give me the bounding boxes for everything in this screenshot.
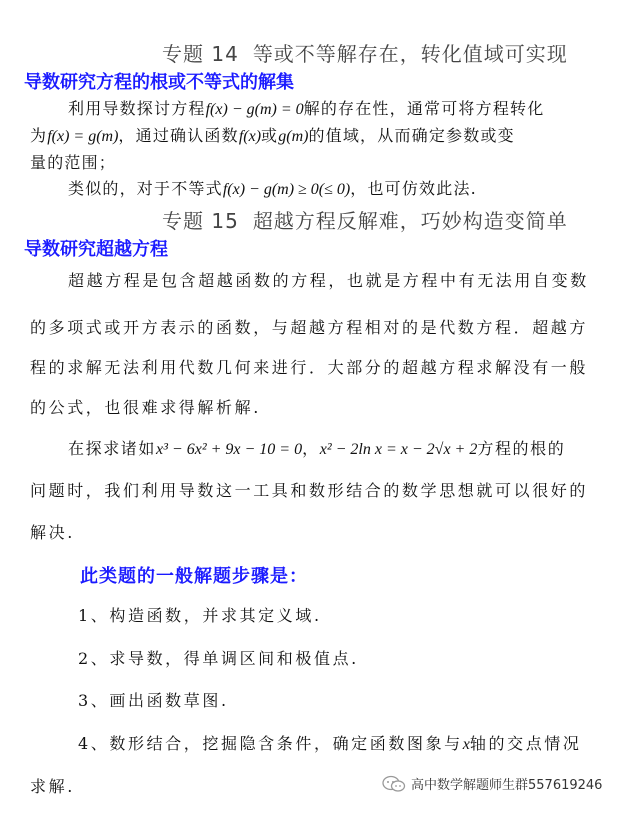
paragraph-1-line-3: 量的范围； <box>30 153 117 172</box>
steps-heading: 此类题的一般解题步骤是： <box>80 566 308 587</box>
paragraph-1-line-1: 利用导数探讨方程f(x) − g(m) = 0解的存在性，通常可将方程转化 <box>68 99 545 118</box>
topic-15-number: 专题 15 <box>162 209 239 233</box>
formula-cubic: x³ − 6x² + 9x − 10 = 0 <box>156 441 303 458</box>
step-2: 2、求导数，得单调区间和极值点. <box>78 649 359 668</box>
topic-14-number: 专题 14 <box>162 42 239 66</box>
formula-log-sqrt: x² − 2ln x = x − 2√x + 2 <box>319 441 478 458</box>
step-4-continued: 求解. <box>30 777 75 796</box>
watermark-text: 高中数学解题师生群557619246 <box>411 778 603 793</box>
section-heading-transcendental: 导数研究超越方程 <box>24 239 168 260</box>
paragraph-2: 类似的，对于不等式f(x) − g(m) ≥ 0(≤ 0)，也可仿效此法. <box>68 179 477 198</box>
paragraph-3-line-3: 程的求解无法利用代数几何来进行．大部分的超越方程求解没有一般 <box>30 358 589 377</box>
formula-inequality: f(x) − g(m) ≥ 0(≤ 0) <box>222 181 351 198</box>
paragraph-4-line-2: 问题时，我们利用导数这一工具和数形结合的数学思想就可以很好的 <box>30 481 589 500</box>
step-4: 4、数形结合，挖掘隐含条件，确定函数图象与x轴的交点情况 <box>78 734 582 753</box>
paragraph-3-line-1: 超越方程是包含超越函数的方程，也就是方程中有无法用自变数 <box>68 271 589 290</box>
paragraph-3-line-4: 的公式，也很难求得解析解. <box>30 398 261 417</box>
paragraph-4-line-1: 在探求诸如x³ − 6x² + 9x − 10 = 0，x² − 2ln x = x − 2√x + 2方程的根的 <box>68 439 566 458</box>
formula-equation: f(x) − g(m) = 0 <box>205 101 304 118</box>
variable-x: x <box>462 736 470 753</box>
paragraph-4-line-3: 解决. <box>30 523 75 542</box>
section-heading-roots: 导数研究方程的根或不等式的解集 <box>24 72 294 93</box>
topic-14-text: 等或不等解存在，转化值域可实现 <box>252 42 568 66</box>
paragraph-3-line-2: 的多项式或开方表示的函数，与超越方程相对的是代数方程．超越方 <box>30 318 589 337</box>
paragraph-1-line-2: 为f(x) = g(m)，通过确认函数f(x)或g(m)的值域，从而确定参数或变 <box>30 126 515 145</box>
wechat-icon <box>381 775 407 793</box>
watermark <box>381 774 602 793</box>
topic-15-text: 超越方程反解难，巧妙构造变简单 <box>252 209 568 233</box>
formula-fx: f(x) <box>238 128 262 145</box>
formula-gm: g(m) <box>278 128 309 145</box>
topic-15-title <box>162 205 568 234</box>
step-1: 1、构造函数，并求其定义域. <box>78 606 322 625</box>
step-3: 3、画出函数草图. <box>78 691 229 710</box>
topic-14-title <box>162 38 568 67</box>
formula-fx-eq-gm: f(x) = g(m) <box>47 128 119 145</box>
